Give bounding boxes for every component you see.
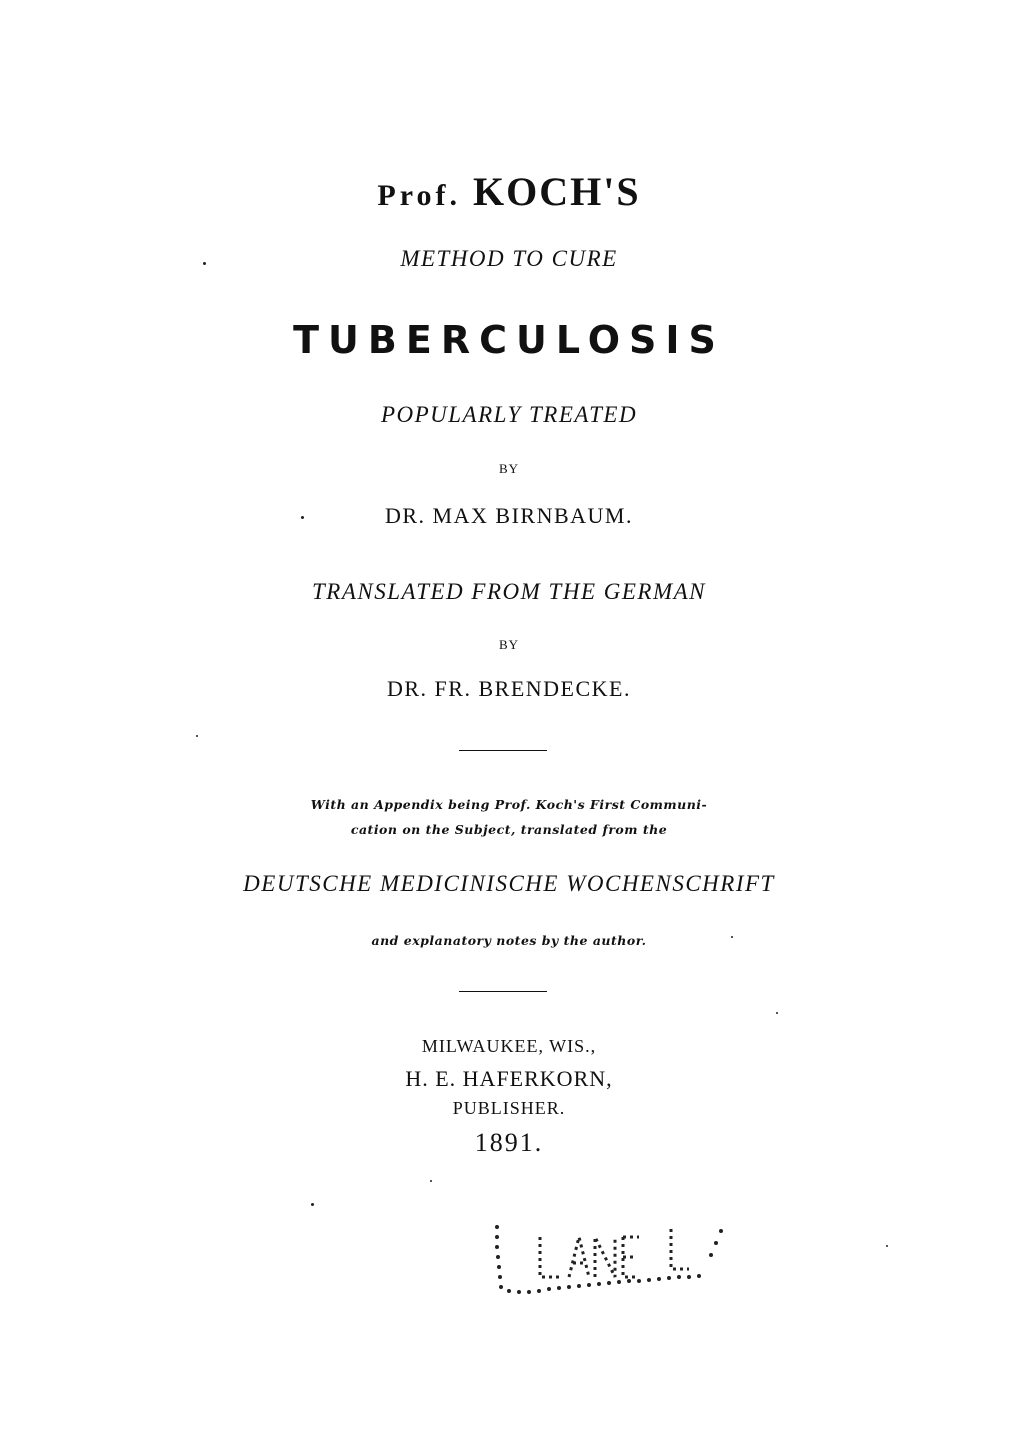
book-title xyxy=(0,168,1018,215)
paper-speck xyxy=(203,262,206,265)
paper-speck xyxy=(776,1012,778,1014)
imprint-role: PUBLISHER. xyxy=(452,1098,566,1118)
imprint-place: MILWAUKEE, WIS., xyxy=(421,1036,597,1056)
by-label-2: BY xyxy=(498,637,520,652)
author-name: DR. MAX BIRNBAUM. xyxy=(385,503,633,528)
title-name: KOCH'S xyxy=(473,169,641,214)
divider-rule-2 xyxy=(459,991,547,992)
title-prof: Prof. xyxy=(377,179,461,212)
appendix-line-1: With an Appendix being Prof. Koch's First Communi- xyxy=(310,797,708,812)
appendix-line-2: cation on the Subject, translated from the xyxy=(350,822,668,837)
journal-title: DEUTSCHE MEDICINISCHE WOCHENSCHRIFT xyxy=(243,871,775,896)
paper-speck xyxy=(196,735,198,737)
main-subject: TUBERCULOSIS xyxy=(293,318,725,362)
paper-speck xyxy=(301,516,304,519)
translated-line: TRANSLATED FROM THE GERMAN xyxy=(312,579,706,604)
explanatory-notes: and explanatory notes by the author. xyxy=(371,933,647,948)
imprint-year: 1891. xyxy=(474,1128,544,1157)
divider-rule-1 xyxy=(459,750,547,751)
paper-speck xyxy=(430,1180,432,1182)
library-stamp-image xyxy=(485,1215,735,1305)
paper-speck xyxy=(886,1245,888,1247)
imprint-publisher: H. E. HAFERKORN, xyxy=(405,1066,613,1091)
by-label-1: BY xyxy=(498,461,520,476)
subtitle-method: METHOD TO CURE xyxy=(400,246,618,271)
popularly-treated: POPULARLY TREATED xyxy=(380,402,638,427)
paper-speck xyxy=(731,936,733,938)
paper-speck xyxy=(311,1203,314,1206)
translator-name: DR. FR. BRENDECKE. xyxy=(387,676,631,701)
